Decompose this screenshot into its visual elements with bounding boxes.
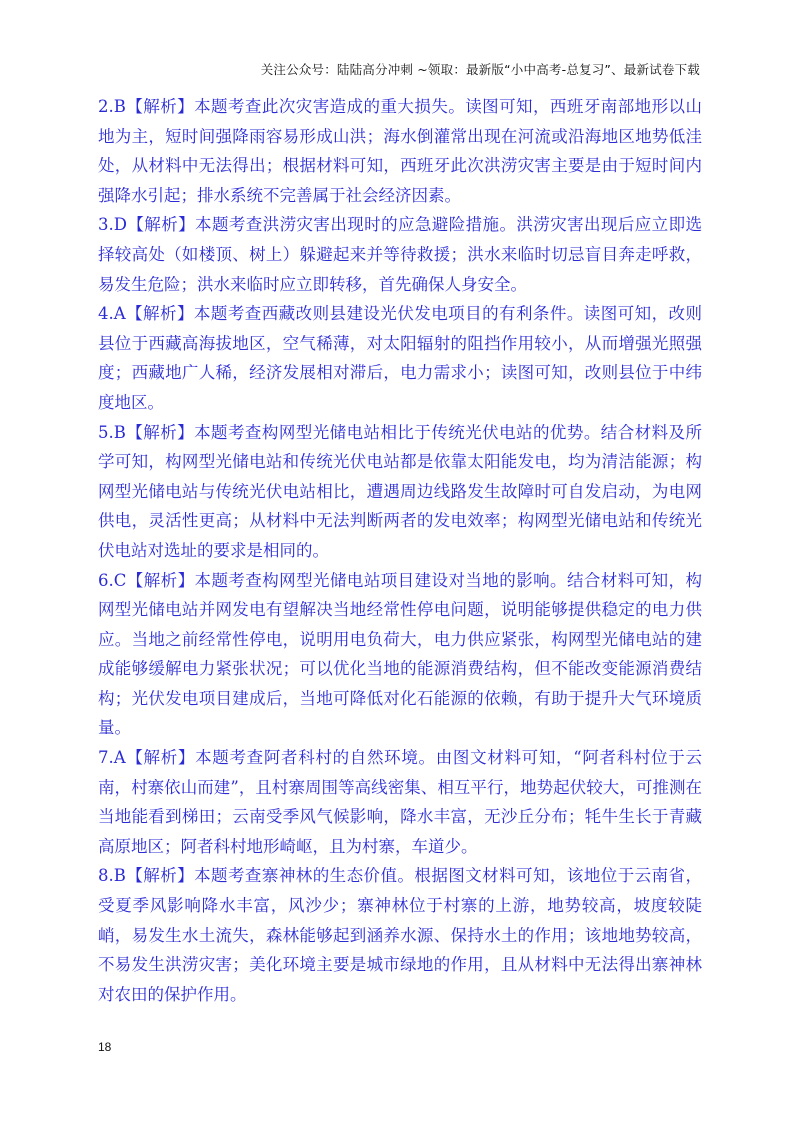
answer-list <box>98 92 702 1009</box>
answer-item-4: 4.A【解析】本题考查西藏改则县建设光伏发电项目的有利条件。读图可知，改则县位于西藏高海拔地区，空气稀薄，对太阳辐射的阻挡作用较小，从而增强光照强度；西藏地广人稀，经济发展相对滞后，电力需求小；读图可知，改则县位于中纬度地区。 <box>98 304 702 412</box>
page-header: 关注公众号：陆陆高分冲刺 ~领取：最新版“小中高考-总复习”、最新试卷下载 <box>260 62 700 77</box>
answer-item-2: 2.B【解析】本题考查此次灾害造成的重大损失。读图可知，西班牙南部地形以山地为主，短时间强降雨容易形成山洪；海水倒灌常出现在河流或沿海地区地势低洼处，从材料中无法得出；根据材料可知，西班牙此次洪涝灾害主要是由于短时间内强降水引起；排水系统不完善属于社会经济因素。 <box>98 97 702 205</box>
answer-item-5: 5.B【解析】本题考查构网型光储电站相比于传统光伏电站的优势。结合材料及所学可知，构网型光储电站和传统光伏电站都是依靠太阳能发电，均为清洁能源；构网型光储电站与传统光伏电站相比，遭遇周边线路发生故障时可自发启动，为电网供电，灵活性更高；从材料中无法判断两者的发电效率；构网型光储电站和传统光伏电站对选址的要求是相同的。 <box>98 422 702 560</box>
answer-item-7: 7.A【解析】本题考查阿者科村的自然环境。由图文材料可知，“阿者科村位于云南，村寨依山而建”，且村寨周围等高线密集、相互平行，地势起伏较大，可推测在当地能看到梯田；云南受季风气候影响，降水丰富，无沙丘分布；牦牛生长于青藏高原地区；阿者科村地形崎岖，且为村寨，车道少。 <box>98 748 702 856</box>
answer-item-3: 3.D【解析】本题考查洪涝灾害出现时的应急避险措施。洪涝灾害出现后应立即选择较高处（如楼顶、树上）躲避起来并等待救援；洪水来临时切忌盲目奔走呼救，易发生危险；洪水来临时应立即转移，首先确保人身安全。 <box>98 215 702 294</box>
answer-item-6: 6.C【解析】本题考查构网型光储电站项目建设对当地的影响。结合材料可知，构网型光储电站并网发电有望解决当地经常性停电问题，说明能够提供稳定的电力供应。当地之前经常性停电，说明用电负荷大，电力供应紧张，构网型光储电站的建成能够缓解电力紧张状况；可以优化当地的能源消费结构，但不能改变能源消费结构；光伏发电项目建成后，当地可降低对化石能源的依赖，有助于提升大气环境质量。 <box>98 570 702 738</box>
page-number: 18 <box>98 1040 112 1054</box>
answer-item-8: 8.B【解析】本题考查寨神林的生态价值。根据图文材料可知，该地位于云南省，受夏季风影响降水丰富，风沙少；寨神林位于村寨的上游，地势较高，坡度较陡峭，易发生水土流失，森林能够起到涵养水源、保持水土的作用；该地地势较高，不易发生洪涝灾害；美化环境主要是城市绿地的作用，且从材料中无法得出寨神林对农田的保护作用。 <box>98 866 702 1004</box>
